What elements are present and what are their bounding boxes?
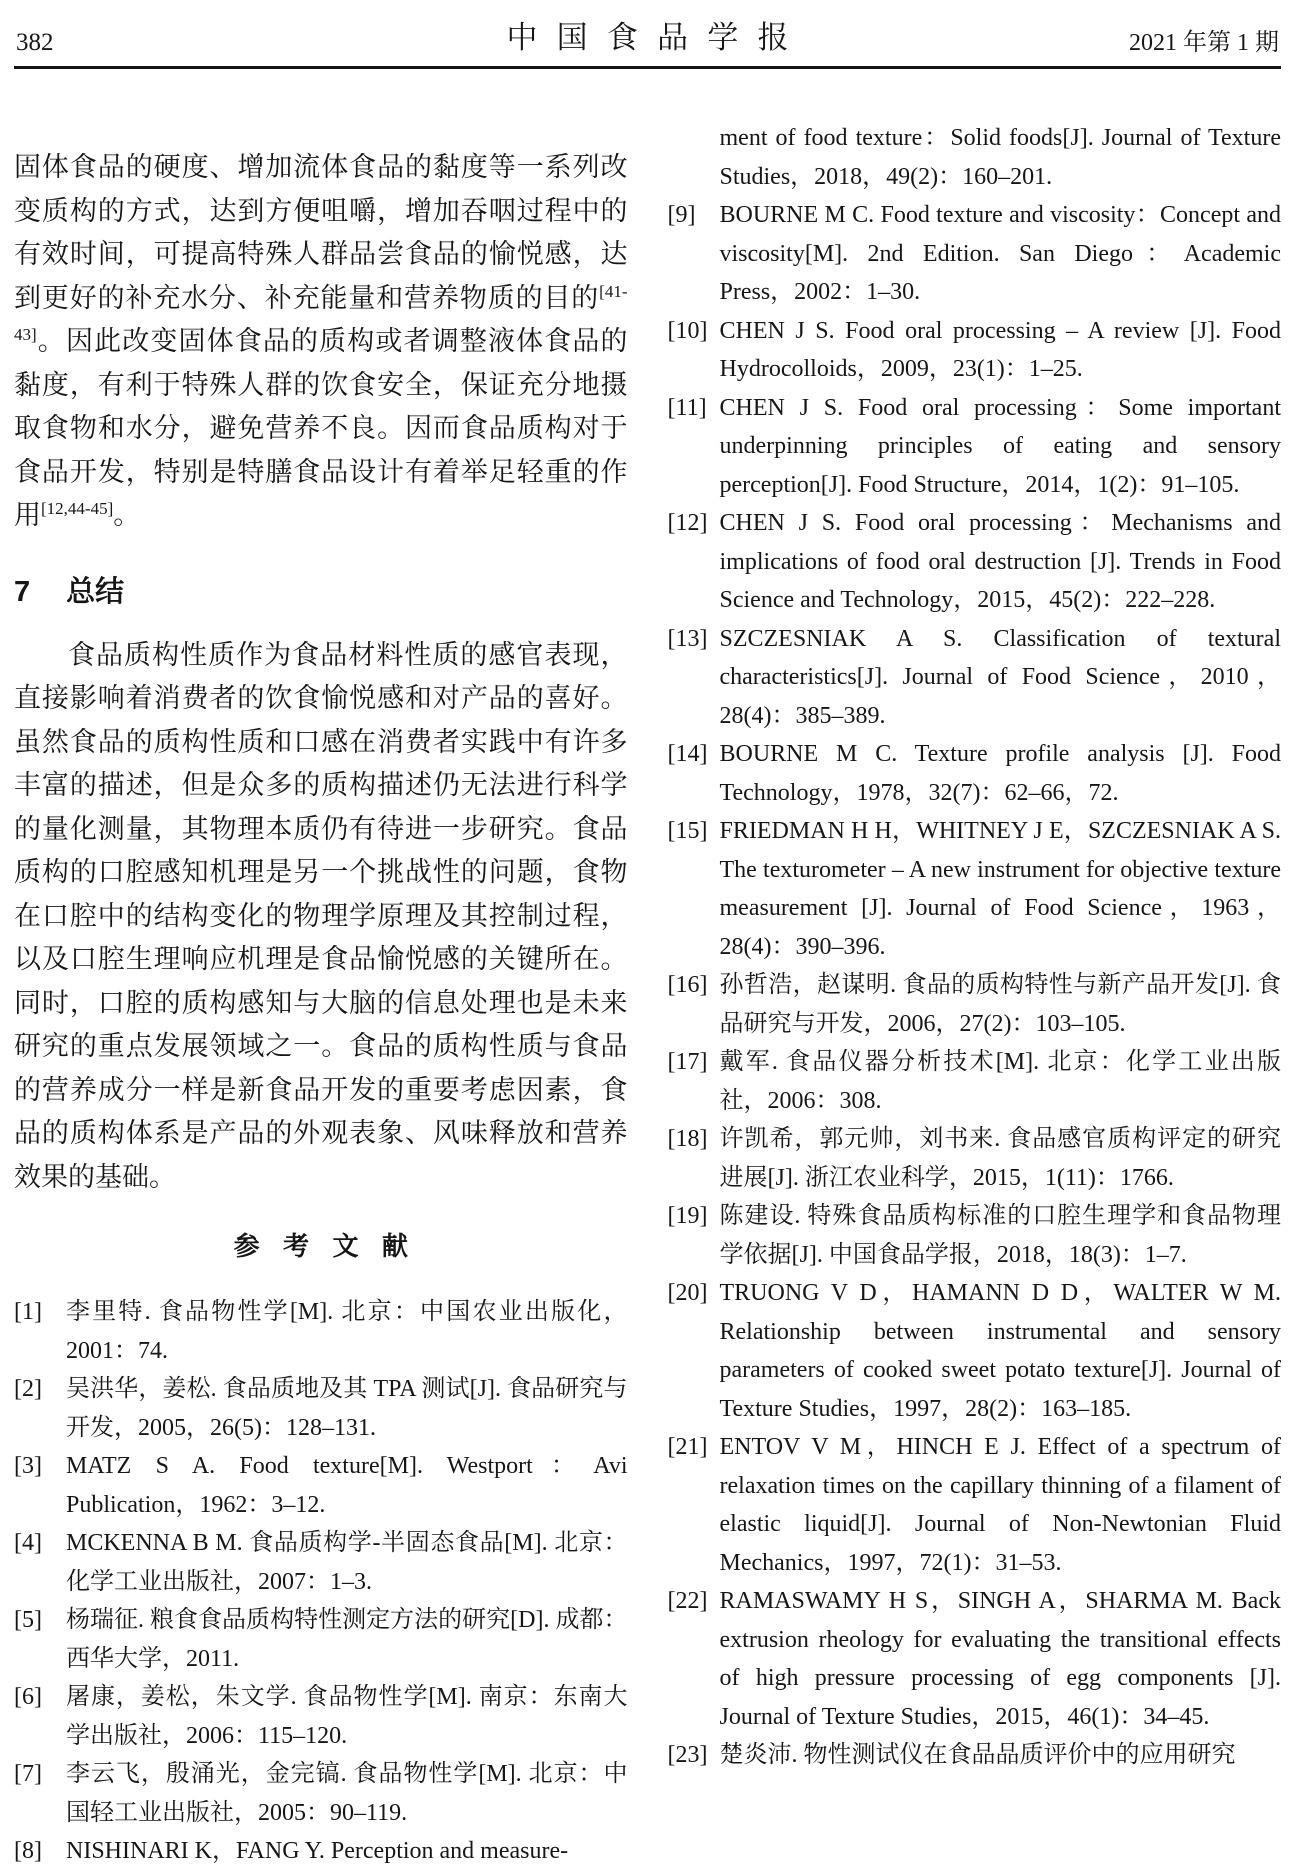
reference-number: [16]: [667, 972, 708, 998]
intro-text-1: 固体食品的硬度、增加流体食品的黏度等一系列改变质构的方式，达到方便咀嚼，增加吞咽过程中的有效时间，可提高特殊人群品尝食品的愉悦感，达到更好的补充水分、补充能量和营养物质的目的: [14, 152, 628, 313]
reference-text: 李里特. 食品物性学[M]. 北京：中国农业出版化，2001：74.: [66, 1299, 628, 1364]
running-head: [14, 0, 1281, 69]
reference-item: [14, 1832, 628, 1871]
reference-number: [15]: [667, 818, 708, 844]
reference-text: FRIEDMAN H H，WHITNEY J E，SZCZESNIAK A S. The texturometer – A new instrument for objective texture measurement [J]. Journal of Food Science，1963，28(4)：390–396.: [719, 818, 1281, 960]
reference-item: [668, 812, 1282, 966]
reference-item: [668, 1582, 1282, 1736]
reference-list-left: [14, 1293, 628, 1871]
reference-text: CHEN J S. Food oral processing：Some important underpinning principles of eating and sensory perception[J]. Food Structure，2014，1(2)：91–105.: [719, 394, 1281, 498]
reference-item: [668, 196, 1282, 312]
reference-text: 屠康，姜松，朱文学. 食品物性学[M]. 南京：东南大学出版社，2006：115–120.: [66, 1684, 628, 1749]
reference-text: 吴洪华，姜松. 食品质地及其 TPA 测试[J]. 食品研究与开发，2005，26(5)：128–131.: [66, 1376, 628, 1441]
reference-item: [668, 1197, 1282, 1274]
reference-text: 孙哲浩，赵谋明. 食品的质构特性与新产品开发[J]. 食品研究与开发，2006，27(2)：103–105.: [719, 972, 1281, 1037]
page-number: 382: [16, 29, 54, 56]
reference-text: TRUONG V D，HAMANN D D，WALTER W M. Relationship between instrumental and sensory parameters of cooked sweet potato texture[J]. Journal of Texture Studies，1997，28(2)：163–185.: [719, 1280, 1281, 1422]
reference-text: 杨瑞征. 粮食食品质构特性测定方法的研究[D]. 成都：西华大学，2011.: [66, 1607, 628, 1672]
reference-number: [5]: [14, 1607, 42, 1633]
reference-number: [12]: [667, 510, 708, 536]
reference-text: BOURNE M C. Texture profile analysis [J]. Food Technology，1978，32(7)：62–66，72.: [719, 741, 1281, 806]
reference-item: [668, 1043, 1282, 1120]
issue-label: 2021 年第 1 期: [1129, 30, 1279, 56]
reference-item: [668, 735, 1282, 812]
reference-text: CHEN J S. Food oral processing – A review [J]. Food Hydrocolloids，2009，23(1)：1–25.: [719, 317, 1281, 382]
references-heading: 参考文献: [233, 1231, 432, 1261]
reference-number: [18]: [667, 1126, 708, 1152]
reference-number: [17]: [667, 1049, 708, 1075]
reference-number: [19]: [667, 1203, 708, 1229]
reference-item: [668, 1736, 1282, 1775]
reference-item: [14, 1524, 628, 1601]
reference-text: 李云飞，殷涌光，金完镐. 食品物性学[M]. 北京：中国轻工业出版社，2005：90–119.: [66, 1761, 628, 1826]
reference-number: [6]: [14, 1684, 42, 1710]
journal-title: 中国食品学报: [506, 20, 808, 55]
reference-text: 戴军. 食品仪器分析技术[M]. 北京：化学工业出版社，2006：308.: [719, 1049, 1281, 1114]
reference-item: [668, 312, 1282, 389]
citation-superscript: [41-43]: [14, 281, 628, 344]
reference-number: [7]: [14, 1761, 42, 1787]
section-title: 总结: [66, 575, 125, 608]
reference-text: SZCZESNIAK A S. Classification of textural characteristics[J]. Journal of Food Science，2010，28(4)：385–389.: [719, 625, 1281, 729]
reference-text: NISHINARI K，FANG Y. Perception and measure-: [66, 1838, 569, 1864]
reference-continuation: ment of food texture：Solid foods[J]. Journal of Texture Studies，2018，49(2)：160–201.: [719, 125, 1281, 190]
two-column-body: [14, 69, 1281, 1871]
reference-item: [668, 1274, 1282, 1428]
reference-item: [14, 1601, 628, 1678]
reference-text: 楚炎沛. 物性测试仪在食品品质评价中的应用研究: [719, 1742, 1236, 1768]
intro-text-3: 。: [113, 500, 141, 530]
citation-superscript: [12,44-45]: [41, 499, 114, 518]
intro-paragraph: [14, 146, 628, 538]
reference-list-right: [668, 196, 1282, 1775]
reference-number: [3]: [14, 1453, 42, 1479]
reference-text: 许凯希，郭元帅，刘书来. 食品感官质构评定的研究进展[J]. 浙江农业科学，2015，1(11)：1766.: [719, 1126, 1281, 1191]
summary-paragraph: 食品质构性质作为食品材料性质的感官表现，直接影响着消费者的饮食愉悦感和对产品的喜好。虽然食品的质构性质和口感在消费者实践中有许多丰富的描述，但是众多的质构描述仍无法进行科学的量化测量，其物理本质仍有待进一步研究。食品质构的口腔感知机理是另一个挑战性的问题，食物在口腔中的结构变化的物理学原理及其控制过程，以及口腔生理响应机理是食品愉悦感的关键所在。同时，口腔的质构感知与大脑的信息处理也是未来研究的重点发展领域之一。食品的质构性质与食品的营养成分一样是新食品开发的重要考虑因素，食品的质构体系是产品的外观表象、风味释放和营养效果的基础。: [14, 639, 628, 1192]
reference-number: [23]: [667, 1742, 708, 1768]
reference-number: [1]: [14, 1299, 42, 1325]
reference-text: ENTOV V M，HINCH E J. Effect of a spectrum of relaxation times on the capillary thinning of a filament of elastic liquid[J]. Journal of Non-Newtonian Fluid Mechanics，1997，72(1)：31–53.: [719, 1434, 1281, 1576]
reference-number: [21]: [667, 1434, 708, 1460]
reference-number: [20]: [667, 1280, 708, 1306]
reference-item: [668, 1428, 1282, 1582]
reference-text: BOURNE M C. Food texture and viscosity：Concept and viscosity[M]. 2nd Edition. San Diego：Academic Press，2002：1–30.: [719, 202, 1281, 305]
reference-item: [14, 1447, 628, 1524]
reference-number: [22]: [667, 1588, 708, 1614]
reference-number: [4]: [14, 1530, 42, 1556]
reference-text: MCKENNA B M. 食品质构学-半固态食品[M]. 北京：化学工业出版社，2007：1–3.: [66, 1530, 628, 1595]
reference-item: [14, 1293, 628, 1370]
reference-text: RAMASWAMY H S，SINGH A，SHARMA M. Back extrusion rheology for evaluating the transitional effects of high pressure processing of egg components [J]. Journal of Texture Studies，2015，46(1)：34–45.: [719, 1588, 1281, 1730]
reference-item: [14, 1755, 628, 1832]
section-heading-summary: [14, 575, 628, 608]
reference-item: [668, 389, 1282, 505]
reference-item: [14, 1370, 628, 1447]
reference-text: CHEN J S. Food oral processing：Mechanisms and implications of food oral destruction [J]. Trends in Food Science and Technology，2015，45(2)：222–228.: [719, 510, 1281, 613]
reference-number: [9]: [667, 202, 696, 228]
reference-item: [668, 1120, 1282, 1197]
reference-item: [668, 620, 1282, 736]
reference-number: [8]: [14, 1838, 42, 1864]
section-number: 7: [14, 575, 31, 608]
reference-number: [13]: [667, 625, 708, 652]
reference-text: MATZ S A. Food texture[M]. Westport：Avi Publication，1962：3–12.: [66, 1453, 628, 1518]
reference-number: [14]: [667, 741, 708, 767]
reference-text: 陈建设. 特殊食品质构标准的口腔生理学和食品物理学依据[J]. 中国食品学报，2018，18(3)：1–7.: [719, 1203, 1281, 1268]
reference-item: [668, 966, 1282, 1043]
right-column: [668, 119, 1282, 1871]
reference-item: [14, 1678, 628, 1755]
left-column: [14, 119, 628, 1871]
reference-item: [668, 504, 1282, 620]
reference-number: [2]: [14, 1376, 42, 1402]
reference-number: [11]: [667, 394, 707, 421]
intro-text-2: 。因此改变固体食品的质构或者调整液体食品的黏度，有利于特殊人群的饮食安全，保证充分地摄取食物和水分，避免营养不良。因而食品质构对于食品开发，特别是特膳食品设计有着举足轻重的作用: [14, 326, 628, 530]
reference-number: [10]: [667, 317, 708, 344]
